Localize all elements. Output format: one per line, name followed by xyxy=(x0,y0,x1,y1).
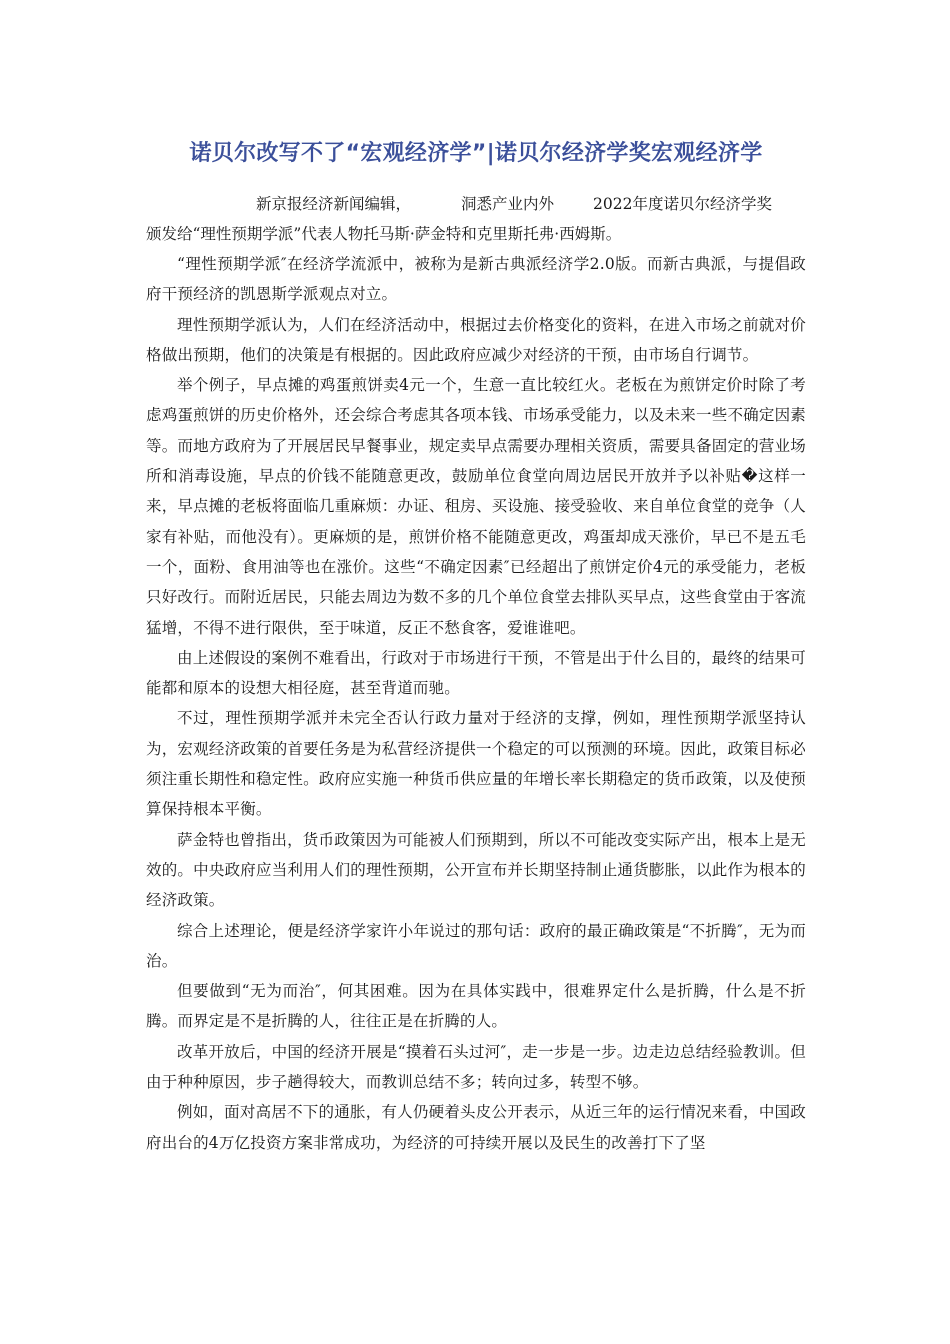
byline xyxy=(146,189,806,249)
byline-lead-rest: 颁发给“理性预期学派”代表人物托马斯·萨金特和克里斯托弗·西姆斯。 xyxy=(146,225,622,243)
paragraph: 综合上述理论，便是经济学家许小年说过的那句话：政府的最正确政策是“不折腾″，无为而治。 xyxy=(146,921,806,970)
paragraph: 由上述假设的案例不难看出，行政对于市场进行干预，不管是出于什么目的，最终的结果可能都和原本的设想大相径庭，甚至背道而驰。 xyxy=(146,648,806,698)
paragraph: 萨金特也曾指出，货币政策因为可能被人们预期到，所以不可能改变实际产出，根本上是无效的。中央政府应当利用人们的理性预期，公开宣布并长期坚持制止通货膨胀，以此作为根本的经济政策。 xyxy=(146,830,806,910)
paragraph: 改革开放后，中国的经济开展是“摸着石头过河″，走一步是一步。边走边总结经验教训。但由于种种原因，步子趟得较大，而教训总结不多；转向过多，转型不够。 xyxy=(146,1042,806,1092)
document-title: 诺贝尔改写不了“宏观经济学”|诺贝尔经济学奖宏观经济学 xyxy=(189,141,763,166)
byline-lead-start: 2022年度诺贝尔经济学奖 xyxy=(593,195,772,213)
byline-section: 洞悉产业内外 xyxy=(461,195,555,213)
paragraph: 例如，面对高居不下的通胀，有人仍硬着头皮公开表示，从近三年的运行情况来看，中国政府出台的4万亿投资方案非常成功，为经济的可持续开展以及民生的改善打下了坚 xyxy=(146,1103,806,1152)
paragraph: 不过，理性预期学派并未完全否认行政力量对于经济的支撑，例如，理性预期学派坚持认为，宏观经济政策的首要任务是为私营经济提供一个稳定的可以预测的环境。因此，政策目标必须注重长期性和稳定性。政府应实施一种货币供应量的年增长率长期稳定的货币政策，以及使预算保持根本平衡。 xyxy=(146,709,806,819)
byline-source: 新京报经济新闻编辑， xyxy=(256,195,412,213)
paragraph: 但要做到“无为而治″，何其困难。因为在具体实践中，很难界定什么是折腾，什么是不折腾。而界定是不是折腾的人，往往正是在折腾的人。 xyxy=(146,982,806,1031)
byline-row xyxy=(146,189,806,219)
document-page xyxy=(146,118,806,1158)
paragraph: 理性预期学派认为，人们在经济活动中，根据过去价格变化的资料，在进入市场之前就对价格做出预期，他们的决策是有根据的。因此政府应减少对经济的干预，由市场自行调节。 xyxy=(146,315,806,364)
paragraph: 举个例子，早点摊的鸡蛋煎饼卖4元一个，生意一直比较红火。老板在为煎饼定价时除了考虑鸡蛋煎饼的历史价格外，还会综合考虑其各项本钱、市场承受能力，以及未来一些不确定因素等。而地方政府为了开展居民早餐事业，规定卖早点需要办理相关资质，需要具备固定的营业场所和消毒设施，早点的价钱不能随意更改，鼓励单位食堂向周边居民开放并予以补贴�这样一来，早点摊的老板将面临几重麻烦：办证、租房、买设施、接受验收、来自单位食堂的竞争（人家有补贴，而他没有）。更麻烦的是，煎饼价格不能随意更改，鸡蛋却成天涨价，早已不是五毛一个，面粉、食用油等也在涨价。这些“不确定因素″已经超出了煎饼定价4元的承受能力，老板只好改行。而附近居民，只能去周边为数不多的几个单位食堂去排队买早点，这些食堂由于客流猛增，不得不进行限供，至于味道，反正不愁食客，爱谁谁吧。 xyxy=(146,376,806,637)
paragraph: “理性预期学派″在经济学流派中，被称为是新古典派经济学2.0版。而新古典派，与提倡政府干预经济的凯恩斯学派观点对立。 xyxy=(146,255,806,304)
